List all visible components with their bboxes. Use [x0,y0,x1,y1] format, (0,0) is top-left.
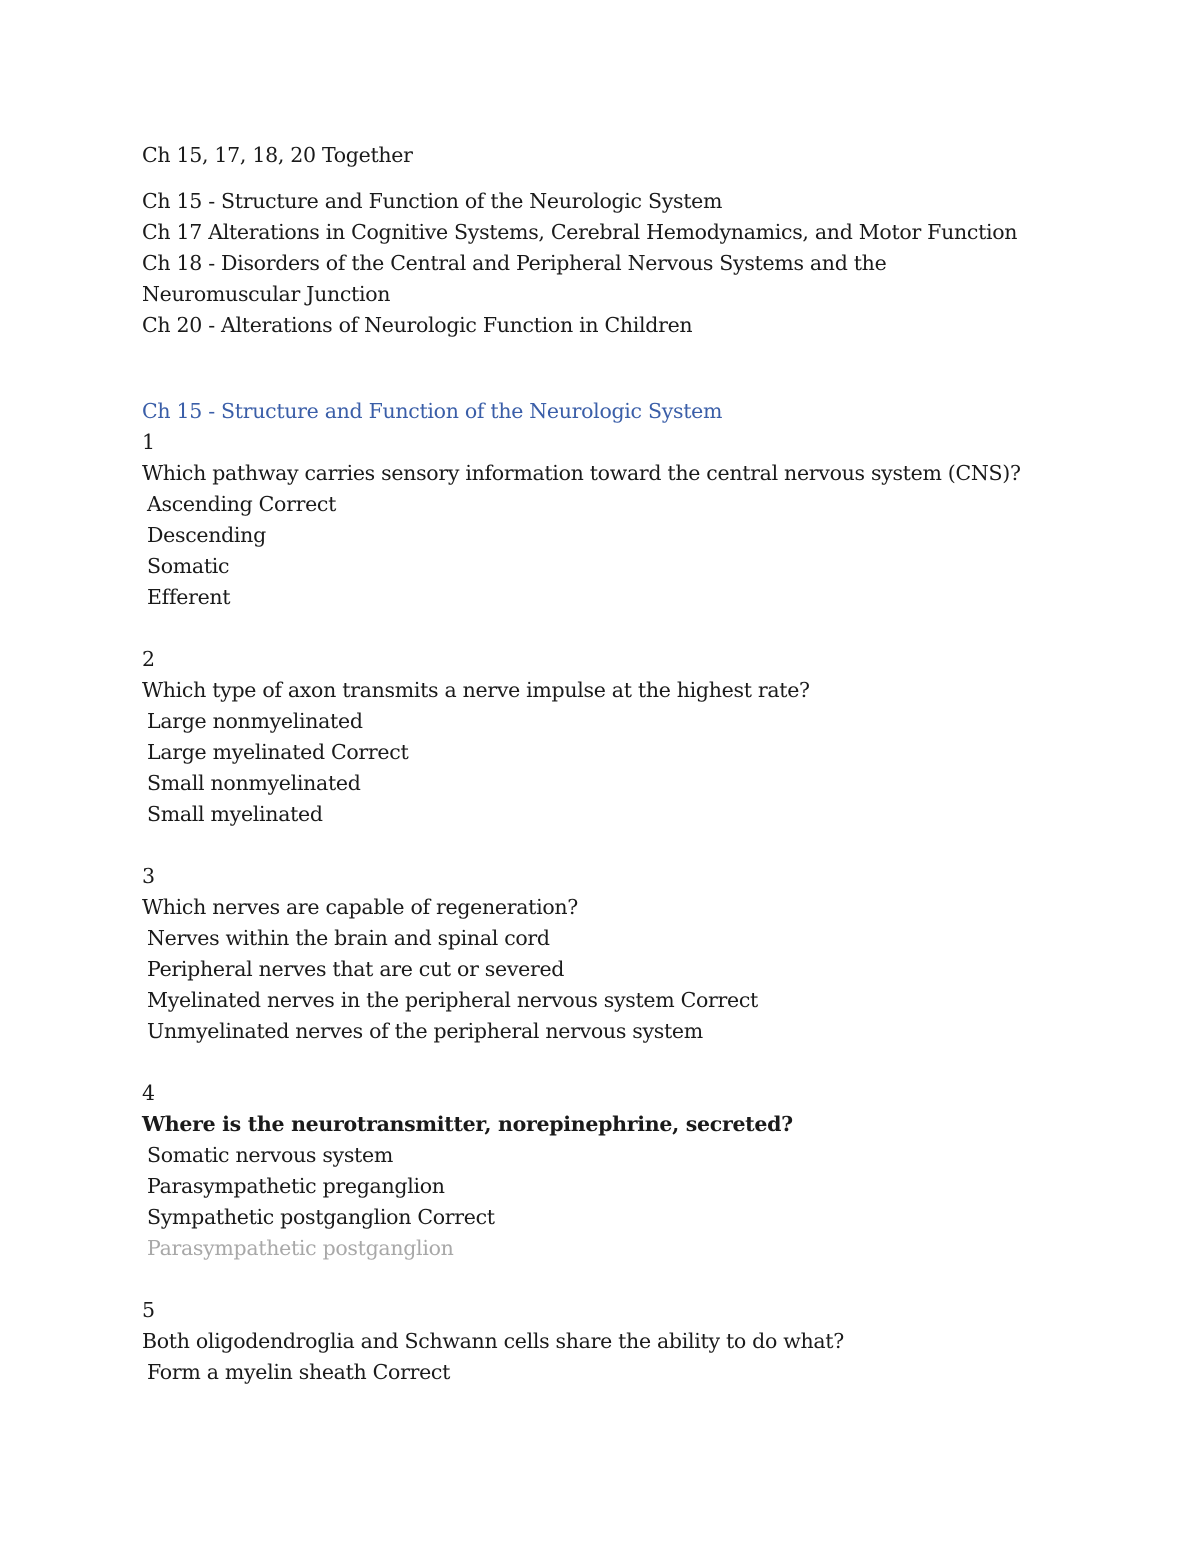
answer-option: Efferent [147,585,231,609]
question-stem: Where is the neurotransmitter, norepinephrine, secreted? [142,1112,793,1136]
document-title: Ch 15, 17, 18, 20 Together [142,143,413,167]
question-number: 4 [142,1081,155,1105]
answer-option: Unmyelinated nerves of the peripheral nervous system [147,1019,703,1043]
chapter-list-item: Ch 17 Alterations in Cognitive Systems, Cerebral Hemodynamics, and Motor Function [142,220,1018,244]
question-2 [142,644,1022,830]
question-stem: Both oligodendroglia and Schwann cells share the ability to do what? [142,1329,844,1353]
answer-option: Nerves within the brain and spinal cord [147,926,550,950]
question-stem: Which type of axon transmits a nerve impulse at the highest rate? [142,678,810,702]
question-number: 2 [142,647,155,671]
answer-option: Peripheral nerves that are cut or severed [147,957,565,981]
answer-option: Descending [147,523,266,547]
answer-option: Somatic nervous system [147,1143,393,1167]
answer-option: Parasympathetic postganglion [147,1236,454,1260]
answer-option: Large myelinated Correct [147,740,409,764]
chapter-list-item: Ch 20 - Alterations of Neurologic Function in Children [142,313,693,337]
chapter-list-item: Ch 18 - Disorders of the Central and Peripheral Nervous Systems and the Neuromuscular Junction [142,251,893,306]
question-stem: Which pathway carries sensory information toward the central nervous system (CNS)? [142,461,1021,485]
question-number: 1 [142,430,155,454]
question-stem: Which nerves are capable of regeneration? [142,895,578,919]
question-5 [142,1295,1022,1388]
question-number: 3 [142,864,155,888]
answer-option: Sympathetic postganglion Correct [147,1205,495,1229]
answer-option: Myelinated nerves in the peripheral nervous system Correct [147,988,758,1012]
section-heading: Ch 15 - Structure and Function of the Neurologic System [142,399,723,423]
answer-option: Large nonmyelinated [147,709,363,733]
answer-option: Small myelinated [147,802,323,826]
answer-option: Parasympathetic preganglion [147,1174,445,1198]
chapter-list [142,186,1022,341]
answer-option: Somatic [147,554,230,578]
question-3 [142,861,1022,1047]
answer-option: Small nonmyelinated [147,771,361,795]
answer-option: Ascending Correct [147,492,337,516]
question-4 [142,1078,1022,1264]
question-number: 5 [142,1298,155,1322]
chapter-list-item: Ch 15 - Structure and Function of the Neurologic System [142,189,723,213]
question-1 [142,427,1022,613]
answer-option: Form a myelin sheath Correct [147,1360,451,1384]
document-page [142,140,1022,1419]
